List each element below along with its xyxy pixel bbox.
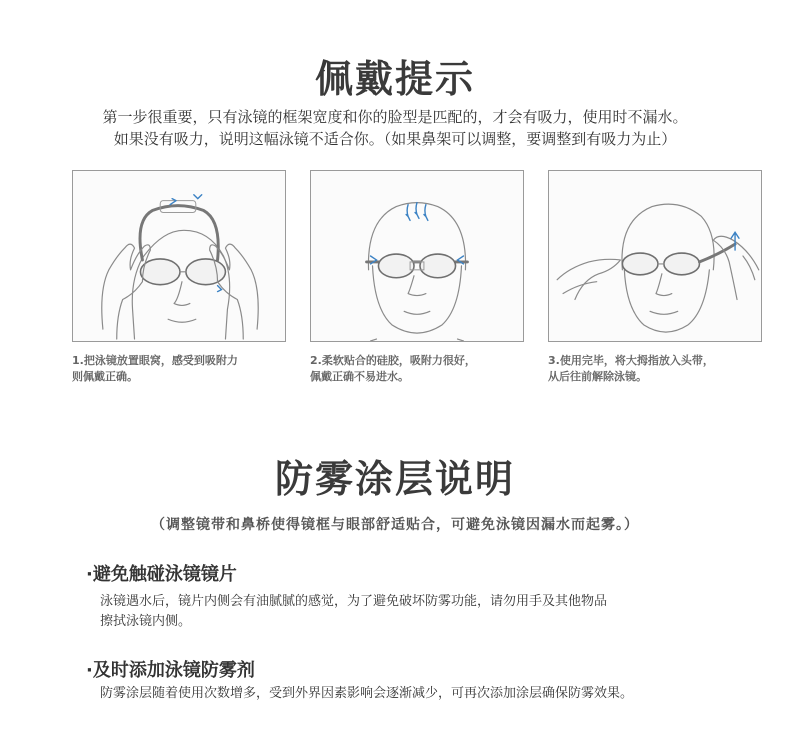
step2-caption-line2: 佩戴正确不易进水。 — [310, 370, 409, 383]
step3-caption — [548, 353, 762, 385]
avoid-touching-text — [100, 592, 607, 632]
step3-illustration — [548, 170, 762, 342]
wearing-intro-line1: 第一步很重要，只有泳镜的框架宽度和你的脸型是匹配的，才会有吸力，使用时不漏水。 — [102, 108, 688, 126]
add-antifog-line1: 防雾涂层随着使用次数增多，受到外界因素影响会逐渐减少，可再次添加涂层确保防雾效果。 — [100, 686, 634, 701]
step1-caption-line1: 1.把泳镜放置眼窝，感受到吸附力 — [72, 354, 238, 367]
step2-caption — [310, 353, 524, 385]
step2-caption-line1: 2.柔软贴合的硅胶，吸附力很好， — [310, 354, 476, 367]
add-antifog-text — [100, 684, 633, 704]
add-antifog-heading: ·及时添加泳镜防雾剂 — [86, 660, 255, 681]
antifog-subtitle: （调整镜带和鼻桥使得镜框与眼部舒适贴合，可避免泳镜因漏水而起雾。） — [151, 517, 639, 533]
antifog-title: 防雾涂层说明 — [274, 457, 515, 501]
step3-caption-line1: 3.使用完毕，将大拇指放入头带， — [548, 354, 714, 367]
avoid-touching-heading: ·避免触碰泳镜镜片 — [86, 564, 237, 585]
wearing-tips-title: 佩戴提示 — [314, 57, 475, 101]
step1-caption-line2: 则佩戴正确。 — [72, 370, 138, 383]
wearing-intro-line2: 如果没有吸力，说明这幅泳镜不适合你。（如果鼻架可以调整，要调整到有吸力为止） — [113, 130, 677, 148]
avoid-touching-line1: 泳镜遇水后，镜片内侧会有油腻腻的感觉，为了避免破坏防雾功能，请勿用手及其他物品 — [100, 594, 608, 609]
step3-caption-line2: 从后往前解除泳镜。 — [548, 370, 647, 383]
avoid-touching-line2: 擦拭泳镜内侧。 — [100, 614, 192, 629]
step2-illustration — [310, 170, 524, 342]
step1-illustration — [72, 170, 286, 342]
step1-caption — [72, 353, 286, 385]
